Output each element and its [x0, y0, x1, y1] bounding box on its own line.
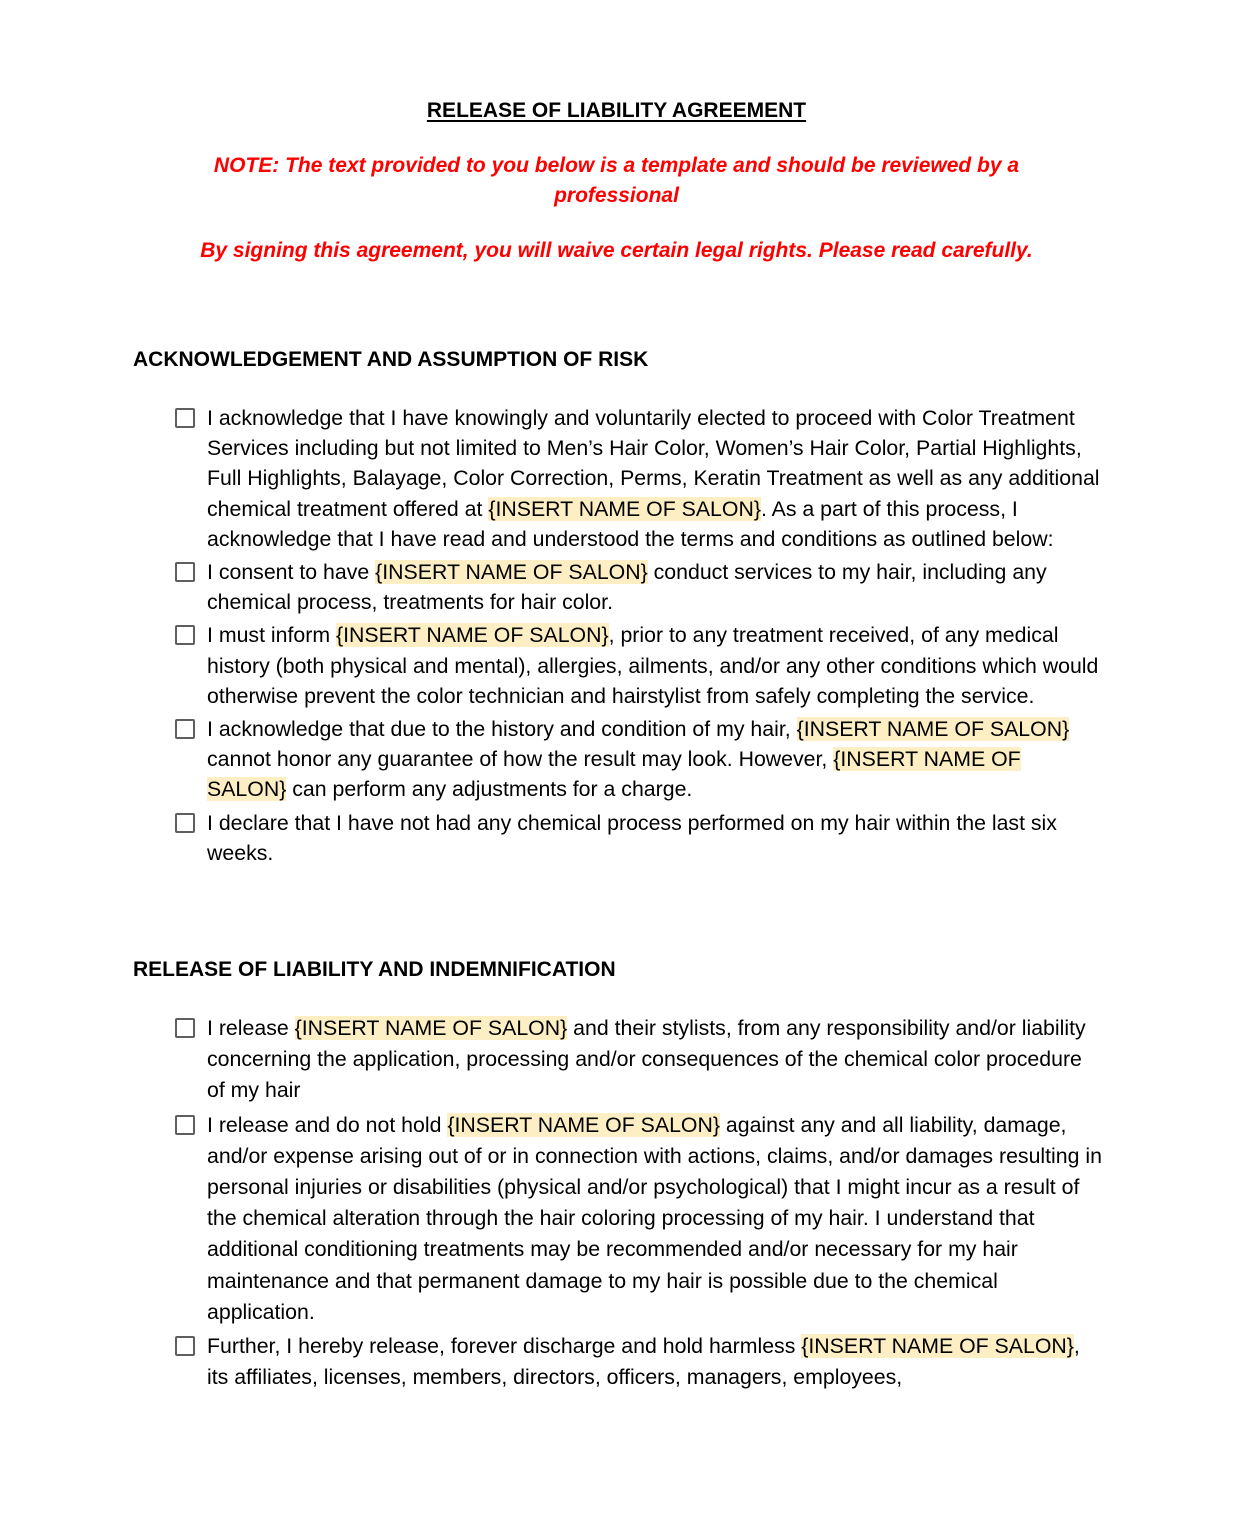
release-checklist — [172, 1013, 1102, 1396]
checklist-item — [172, 1110, 1102, 1328]
document-title-text: RELEASE OF LIABILITY AGREEMENT — [426, 99, 807, 122]
checklist-item — [172, 403, 1102, 554]
checklist-item — [172, 1013, 1102, 1107]
item-text: against any and all liability, damage, and/or expense arising out of or in connection with actions, claims, and/or damages resulting in personal injuries or disabilities (physical and/or psychological) that I might incur as a result of the chemical alteration through the hair coloring processing of my hair. I understand that additional conditioning treatments may be recommended and/or necessary for my hair maintenance and that permanent damage to my hair is possible due to the chemical application. — [207, 1112, 1102, 1324]
item-text: , prior to any treatment received, of any medical history (both physical and mental), allergies, ailments, and/or any other conditions which would otherwise prevent the color technician and hairstylist from safely completing the service. — [207, 623, 1099, 708]
salon-name-placeholder[interactable]: {INSERT NAME OF SALON} — [294, 1016, 568, 1040]
checkbox-icon[interactable] — [175, 1018, 195, 1038]
checkbox-icon[interactable] — [175, 562, 195, 582]
salon-name-placeholder[interactable]: {INSERT NAME OF SALON} — [447, 1112, 720, 1137]
checklist-item — [172, 808, 1102, 868]
checklist-item — [172, 714, 1102, 805]
checkbox-icon[interactable] — [175, 813, 195, 833]
section-heading-release-of-liability: RELEASE OF LIABILITY AND INDEMNIFICATION — [133, 958, 616, 981]
checklist-item — [172, 557, 1102, 617]
salon-name-placeholder[interactable]: {INSERT NAME OF SALON} — [796, 717, 1070, 742]
item-text: I must inform — [207, 623, 336, 648]
item-text: can perform any adjustments for a charge. — [286, 777, 693, 802]
checkbox-icon[interactable] — [175, 408, 195, 428]
item-text: , its affiliates, licenses, members, directors, officers, managers, employees, — [207, 1334, 1080, 1390]
item-text: cannot honor any guarantee of how the result may look. However, — [207, 747, 834, 772]
item-text: I declare that I have not had any chemical process performed on my hair within the last six weeks. — [207, 810, 1057, 865]
template-review-note: NOTE: The text provided to you below is a template and should be reviewed by a professional — [213, 154, 1020, 207]
salon-name-placeholder[interactable]: {INSERT NAME OF SALON} — [375, 560, 648, 585]
legal-rights-warning: By signing this agreement, you will waive certain legal rights. Please read carefully. — [200, 239, 1033, 262]
item-text: I acknowledge that due to the history and condition of my hair, — [207, 717, 797, 742]
checklist-item — [172, 620, 1102, 711]
acknowledgement-checklist — [172, 403, 1102, 871]
salon-name-placeholder[interactable]: {INSERT NAME OF SALON} — [336, 623, 609, 648]
item-text: . As a part of this process, I acknowledge that I have read and understood the terms and conditions as outlined below: — [207, 496, 1054, 551]
document-title — [0, 96, 1233, 126]
salon-name-placeholder[interactable]: {INSERT NAME OF SALON} — [801, 1334, 1074, 1359]
item-text: I release and do not hold — [207, 1112, 448, 1137]
checkbox-icon[interactable] — [175, 719, 195, 739]
checkbox-icon[interactable] — [175, 1336, 195, 1356]
checkbox-icon[interactable] — [175, 625, 195, 645]
item-text: Further, I hereby release, forever discharge and hold harmless — [207, 1334, 802, 1359]
item-text: I acknowledge that I have knowingly and voluntarily elected to proceed with Color Treatment Services including but not limited to Men’s Hair Color, Women’s Hair Color, Partial Highlights, Full Highlights, Balayage, Color Correction, Perms, Keratin Treatment as well as any additional chemical treatment offered at — [207, 406, 1100, 521]
section-heading-acknowledgement: ACKNOWLEDGEMENT AND ASSUMPTION OF RISK — [133, 348, 649, 371]
item-text: and their stylists, from any responsibility and/or liability concerning the application, processing and/or consequences of the chemical color procedure of my hair — [207, 1016, 1086, 1103]
checkbox-icon[interactable] — [175, 1115, 195, 1135]
item-text: I consent to have — [207, 560, 376, 585]
salon-name-placeholder[interactable]: {INSERT NAME OF SALON} — [488, 496, 761, 521]
salon-name-placeholder[interactable]: {INSERT NAME OF SALON} — [207, 747, 1021, 802]
checklist-item — [172, 1331, 1102, 1393]
item-text: I release — [207, 1016, 295, 1040]
item-text: conduct services to my hair, including any chemical process, treatments for hair color. — [207, 560, 1047, 615]
